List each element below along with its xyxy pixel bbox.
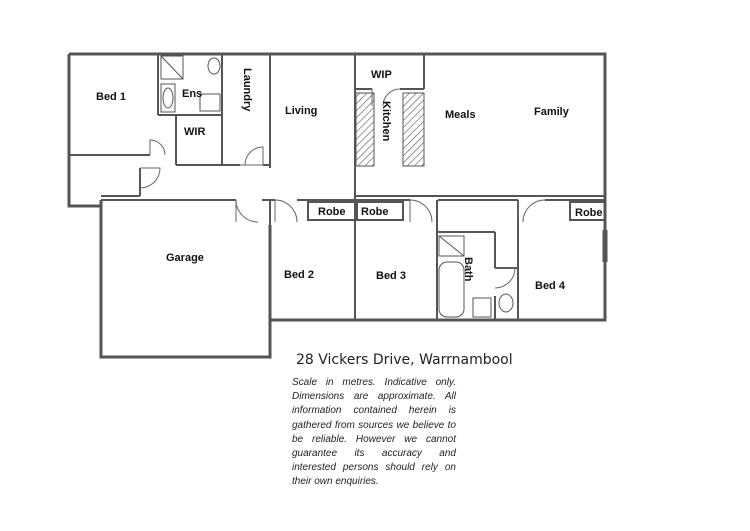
- property-address: 28 Vickers Drive, Warrnambool: [296, 352, 513, 368]
- kitchen-bench-left: [356, 93, 374, 166]
- room-label-wip: WIP: [371, 69, 392, 81]
- interior-walls: [69, 54, 605, 320]
- room-label-garage: Garage: [166, 252, 204, 264]
- room-label-robe-bed3: Robe: [361, 206, 389, 218]
- room-label-bath: Bath: [462, 257, 474, 282]
- room-label-living: Living: [285, 105, 318, 117]
- room-label-family: Family: [534, 106, 569, 118]
- disclaimer-text: Scale in metres. Indicative only. Dimensions are approximate. All information contained herein is gathered from sources we believe to be reliable. However we cannot guarantee its accuracy and interested persons should rely on their own enquiries.: [292, 377, 456, 488]
- room-label-bed4: Bed 4: [535, 280, 565, 292]
- room-label-bed2: Bed 2: [284, 269, 314, 281]
- room-label-bed1: Bed 1: [96, 91, 126, 103]
- room-label-bed3: Bed 3: [376, 270, 406, 282]
- ensuite-fixtures: [161, 56, 220, 112]
- room-label-robe-bed4: Robe: [575, 207, 603, 219]
- room-label-ens: Ens: [182, 88, 203, 100]
- room-label-wir: WIR: [184, 126, 206, 138]
- room-label-robe-bed2: Robe: [318, 206, 346, 218]
- bath-fixtures: [439, 236, 513, 317]
- room-label-kitchen: Kitchen: [380, 101, 392, 142]
- room-label-laundry: Laundry: [241, 68, 253, 112]
- kitchen-bench-right: [403, 93, 424, 166]
- room-label-meals: Meals: [445, 109, 476, 121]
